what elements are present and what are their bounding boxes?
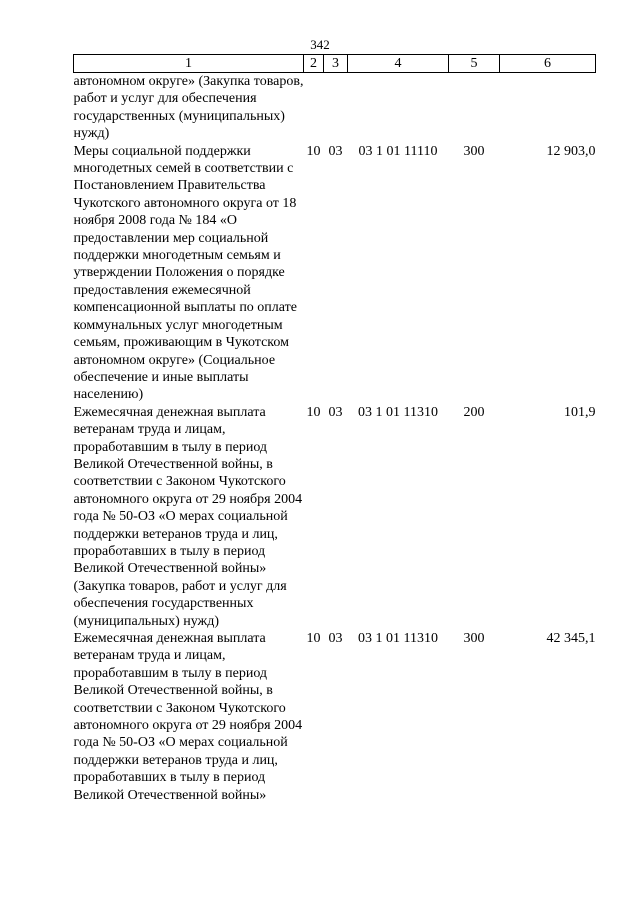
row-subsection: 03 (328, 143, 343, 159)
row-target-article: 03 1 01 11110 (358, 143, 438, 159)
row-description: Ежемесячная денежная выплата ветеранам труда и лицам, проработавшим в тылу в период Великой Отечественной войны, в соответствии с Законом Чукотского автономного округа от 29 ноября 2004 года № 50-ОЗ «О мерах социальной поддержки ветеранов труда и лиц, проработавших в тылу в период Великой Отечественной войны» (Закупка товаров, работ и услуг для обеспечения государственных (муниципальных) нужд) (73, 404, 303, 629)
column-header: 5 (449, 55, 500, 73)
row-target-article: 03 1 01 11310 (358, 404, 438, 420)
page-number: 342 (310, 37, 330, 52)
table-row (74, 404, 596, 630)
row-target-article: 03 1 01 11310 (358, 631, 438, 646)
row-expense-type: 300 (463, 631, 485, 646)
row-subsection: 03 (328, 631, 343, 646)
row-amount: 101,9 (564, 404, 596, 420)
row-description: автономном округе» (Закупка товаров, работ и услуг для обеспечения государственных (муниципальных) нужд) (73, 74, 304, 142)
row-target-article (348, 73, 449, 143)
row-expense-type: 200 (463, 404, 485, 420)
row-section: 10 (306, 143, 321, 159)
row-section: 10 (306, 404, 321, 420)
row-amount: 42 345,1 (546, 631, 596, 646)
row-expense-type: 300 (463, 143, 485, 159)
table-row (74, 143, 596, 404)
column-header: 6 (500, 55, 596, 73)
row-amount: 12 903,0 (546, 143, 596, 159)
column-header: 1 (74, 55, 304, 73)
row-section (304, 73, 324, 143)
table-header-row (74, 55, 596, 73)
table-row (74, 630, 596, 804)
row-section: 10 (306, 631, 321, 646)
row-subsection: 03 (328, 404, 343, 420)
table-row (74, 73, 596, 143)
column-header: 3 (324, 55, 348, 73)
column-header: 2 (304, 55, 324, 73)
row-subsection (324, 73, 348, 143)
row-expense-type (449, 73, 500, 143)
column-header: 4 (348, 55, 449, 73)
row-amount (500, 73, 596, 143)
row-description: Меры социальной поддержки многодетных семей в соответствии с Постановлением Правительства Чукотского автономного округа от 18 ноября 2008 года № 184 «О предоставлении мер социальной поддержки многодетным семьям и утверждении Положения о порядке предоставления ежемесячной компенсационной выплаты по оплате коммунальных услуг многодетным семьям, проживающим в Чукотском автономном округе» (Социальное обеспечение и иные выплаты населению) (73, 143, 297, 403)
budget-table (73, 54, 596, 804)
row-description: Ежемесячная денежная выплата ветеранам труда и лицам, проработавшим в тылу в период Великой Отечественной войны, в соответствии с Законом Чукотского автономного округа от 29 ноября 2004 года № 50-ОЗ «О мерах социальной поддержки ветеранов труда и лиц, проработавших в тылу в период Великой Отечественной войны» (73, 631, 303, 803)
